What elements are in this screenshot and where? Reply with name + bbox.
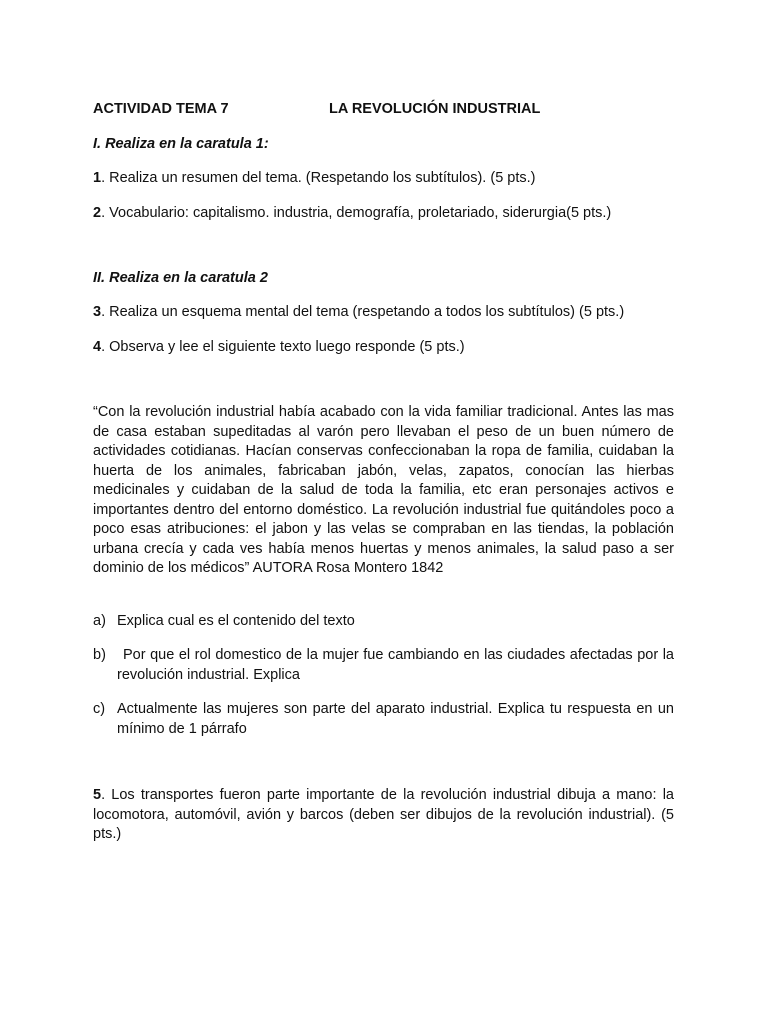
section-1-title: I. Realiza en la caratula 1: [93, 136, 269, 152]
quote-paragraph: “Con la revolución industrial había acabado con la vida familiar tradicional. Antes las mas de casa estaban supeditadas al varón pero llevaban el peso de un buen número de actividades cotidianas. Hacían conservas confeccionaban la ropa de familia, cuidaban la huerta de los animales, fabricaban jabón, velas, zapatos, conocían las hierbas medicinales y cuidaban de la salud de toda la familia, etc eran personajes activos e importantes dentro del entorno doméstico. La revolución industrial fue quitándoles poco a poco esas atribuciones: el jabon y las velas se compraban en las tiendas, la población urbana crecía y cada ves había menos huertas y menos animales, la salud paso a ser dominio de los médicos” AUTORA Rosa Montero 1842 [93, 404, 674, 576]
question-a-text: Explica cual es el contenido del texto [117, 613, 355, 629]
item-2 [93, 204, 611, 224]
item-1-number: 1 [93, 170, 102, 186]
item-3 [93, 303, 624, 323]
question-b [93, 646, 674, 685]
item-4-text: . Observa y lee el siguiente texto luego responde (5 pts.) [101, 339, 465, 355]
item-2-text: . Vocabulario: capitalismo. industria, demografía, proletariado, siderurgia(5 pts.) [101, 205, 612, 221]
item-3-text: . Realiza un esquema mental del tema (respetando a todos los subtítulos) (5 pts.) [101, 304, 625, 320]
item-2-number: 2 [93, 205, 102, 221]
item-5-text: . Los transportes fueron parte importante de la revolución industrial dibuja a mano: la locomotora, automóvil, avión y barcos (deben ser dibujos de la revolución industrial). (5 pts.) [93, 787, 674, 842]
item-1 [93, 169, 535, 189]
item-5-number: 5 [93, 787, 102, 803]
question-c [93, 700, 674, 739]
item-4 [93, 338, 465, 358]
question-c-text: Actualmente las mujeres son parte del aparato industrial. Explica tu respuesta en un mínimo de 1 párrafo [117, 701, 674, 737]
question-c-letter: c) [93, 701, 106, 717]
item-5 [93, 786, 674, 845]
section-2-title: II. Realiza en la caratula 2 [93, 270, 268, 286]
question-b-text: Por que el rol domestico de la mujer fue cambiando en las ciudades afectadas por la revolución industrial. Explica [117, 647, 674, 683]
activity-title: ACTIVIDAD TEMA 7 [93, 101, 229, 117]
item-4-number: 4 [93, 339, 102, 355]
item-3-number: 3 [93, 304, 102, 320]
item-1-text: . Realiza un resumen del tema. (Respetando los subtítulos). (5 pts.) [101, 170, 536, 186]
document-header [93, 100, 541, 120]
topic-title: LA REVOLUCIÓN INDUSTRIAL [329, 101, 541, 117]
question-a-letter: a) [93, 613, 106, 629]
question-a [93, 612, 674, 632]
question-b-letter: b) [93, 647, 106, 663]
